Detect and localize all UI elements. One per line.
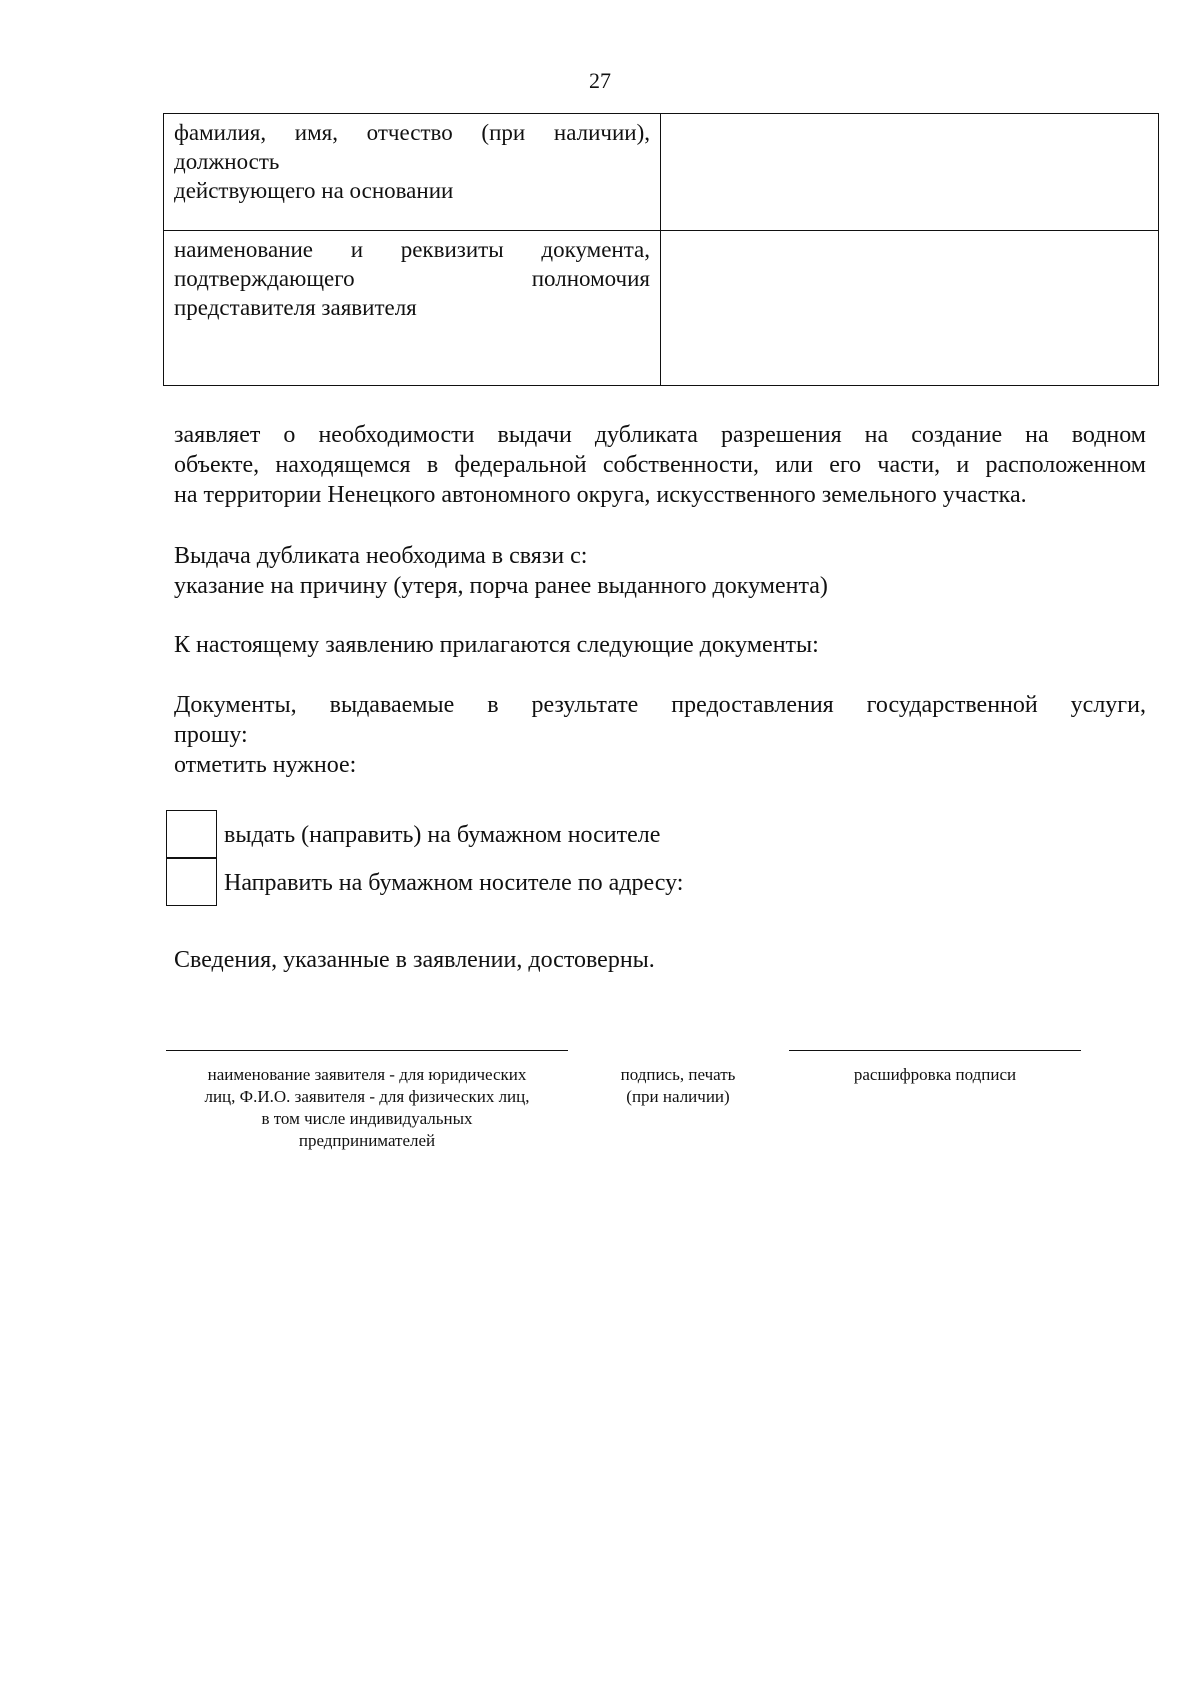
representative-info-table [163, 113, 1159, 386]
reason-text: указание на причину (утеря, порча ранее выданного документа) [174, 573, 828, 599]
caption-line: расшифровка подписи [853, 1065, 1017, 1084]
applicant-caption [166, 1064, 568, 1152]
confirmation-paragraph [174, 945, 1146, 975]
caption-line: предпринимателей [298, 1131, 436, 1150]
caption-line: наименование заявителя - для юридических [207, 1065, 527, 1084]
confirmation-text: Сведения, указанные в заявлении, достоверны. [174, 947, 655, 973]
caption-line: подпись, печать [620, 1065, 736, 1084]
paper-address-checkbox[interactable] [166, 858, 217, 906]
delivery-line: прошу: [174, 722, 248, 748]
caption-line: лиц, Ф.И.О. заявителя - для физических лиц, [204, 1087, 530, 1106]
caption-line: в том числе индивидуальных [261, 1109, 473, 1128]
table-value-cell[interactable] [661, 231, 1159, 386]
signature-caption [598, 1064, 758, 1108]
signature-decode-line [789, 1050, 1081, 1051]
table-label-cell [164, 231, 661, 386]
attachments-text: К настоящему заявлению прилагаются следующие документы: [174, 632, 819, 658]
delivery-line: отметить нужное: [174, 752, 357, 778]
decode-caption [789, 1064, 1081, 1086]
cell-text-line: должность [174, 149, 280, 174]
reason-paragraph [174, 541, 1146, 601]
cell-text-line: подтверждающего полномочия [174, 266, 650, 291]
cell-text-line: представителя заявителя [174, 295, 417, 320]
applicant-name-line [166, 1050, 568, 1051]
caption-line: (при наличии) [626, 1087, 730, 1106]
paper-issue-checkbox[interactable] [166, 810, 217, 858]
statement-line: заявляет о необходимости выдачи дубликата разрешения на создание на водном [174, 422, 1146, 448]
cell-text-line: действующего на основании [174, 178, 454, 203]
statement-paragraph [174, 420, 1146, 510]
statement-line: объекте, находящемся в федеральной собственности, или его части, и расположенном [174, 452, 1146, 478]
option-paper-address [166, 858, 866, 908]
option-label: выдать (направить) на бумажном носителе [224, 822, 661, 848]
table-row [164, 231, 1159, 386]
cell-text-line: фамилия, имя, отчество (при наличии), [174, 120, 650, 145]
cell-text-line: наименование и реквизиты документа, [174, 237, 650, 262]
delivery-paragraph [174, 690, 1146, 780]
table-value-cell[interactable] [661, 114, 1159, 231]
table-row [164, 114, 1159, 231]
statement-line: на территории Ненецкого автономного округа, искусственного земельного участка. [174, 482, 1027, 508]
page-number: 27 [589, 68, 611, 93]
attachments-paragraph [174, 630, 1146, 660]
option-label: Направить на бумажном носителе по адресу: [224, 870, 684, 896]
option-paper-issue [166, 810, 866, 860]
table-label-cell [164, 114, 661, 231]
delivery-line: Документы, выдаваемые в результате предоставления государственной услуги, [174, 692, 1146, 718]
reason-heading: Выдача дубликата необходима в связи с: [174, 543, 588, 569]
